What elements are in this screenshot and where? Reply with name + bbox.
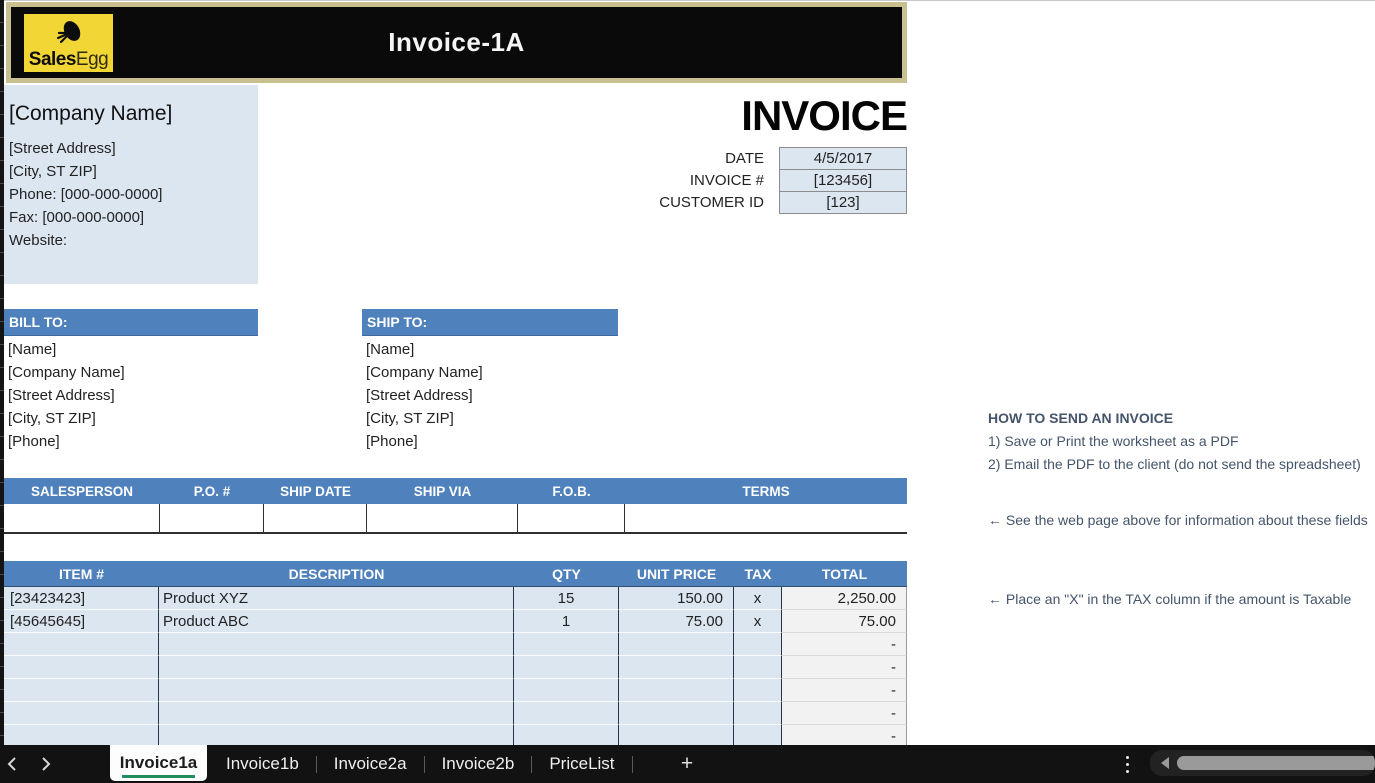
ship-via-header: SHIP VIA [413, 483, 472, 499]
ship-date-cell[interactable] [264, 504, 367, 532]
description-cell[interactable]: Product ABC [159, 610, 514, 633]
invoice-heading: INVOICE [741, 92, 907, 139]
total-cell: - [782, 702, 907, 725]
active-tab-label: Invoice1a [119, 753, 198, 772]
unit-price-header: UNIT PRICE [636, 565, 717, 582]
invoice-number-cell[interactable]: [123456] [779, 169, 907, 192]
date-value-cell[interactable]: 4/5/2017 [779, 147, 907, 170]
total-cell: 2,250.00 [782, 587, 907, 610]
sheet-nav [6, 745, 52, 783]
company-info-block[interactable] [4, 85, 258, 284]
description-header: DESCRIPTION [288, 565, 385, 582]
note-hint-fields: ← See the web page above for information about these fields [988, 512, 1368, 528]
active-tab-underline [122, 775, 195, 778]
note-step-1: 1) Save or Print the worksheet as a PDF [988, 433, 1239, 449]
ship-date-header: SHIP DATE [280, 483, 351, 499]
tax-cell[interactable]: x [734, 610, 782, 633]
fob-header: F.O.B. [552, 483, 591, 499]
note-step-2: 2) Email the PDF to the client (do not send the spreadsheet) [988, 456, 1361, 472]
items-header-row [4, 561, 907, 587]
ship-to-header: SHIP TO: [362, 309, 618, 336]
line-items-table [4, 561, 907, 748]
po-number-cell[interactable] [160, 504, 264, 532]
item-row-empty[interactable] [4, 702, 907, 725]
inactive-sheet-tabs [209, 745, 633, 783]
qty-cell[interactable]: 15 [514, 587, 619, 610]
fob-cell[interactable] [518, 504, 625, 532]
total-cell: - [782, 725, 907, 748]
ship-to-street[interactable]: [Street Address] [366, 387, 473, 404]
ship-to-company[interactable]: [Company Name] [366, 364, 483, 381]
sheet-tab-bar [0, 745, 1375, 783]
ship-to-phone[interactable]: [Phone] [366, 433, 418, 450]
company-city[interactable]: [City, ST ZIP] [9, 163, 97, 180]
bill-to-city[interactable]: [City, ST ZIP] [8, 410, 96, 427]
item-row-empty[interactable] [4, 633, 907, 656]
description-cell[interactable]: Product XYZ [159, 587, 514, 610]
po-number-header: P.O. # [193, 483, 231, 499]
note-title: HOW TO SEND AN INVOICE [988, 410, 1174, 426]
unit-price-cell[interactable]: 150.00 [619, 587, 734, 610]
bill-to-header: BILL TO: [4, 309, 258, 336]
kebab-menu-icon[interactable] [1120, 745, 1134, 783]
worksheet-banner [6, 2, 907, 83]
item-row-2[interactable] [4, 610, 907, 633]
total-cell: - [782, 679, 907, 702]
order-info-input-row[interactable] [4, 504, 907, 534]
scroll-left-icon[interactable] [1161, 757, 1169, 769]
ship-to-lines[interactable] [366, 338, 620, 453]
ship-to-name[interactable]: [Name] [366, 341, 415, 358]
order-info-header-row [4, 478, 907, 504]
tab-separator [632, 756, 633, 773]
scrollbar-thumb[interactable] [1177, 756, 1375, 770]
meta-row-customer-id [560, 191, 907, 214]
ship-via-cell[interactable] [367, 504, 518, 532]
date-label: DATE [725, 150, 764, 167]
item-number-header: ITEM # [58, 565, 105, 582]
sheet-tab-invoice2b[interactable]: Invoice2b [441, 754, 515, 773]
item-row-empty[interactable] [4, 656, 907, 679]
terms-cell[interactable] [625, 504, 907, 532]
ship-to-city[interactable]: [City, ST ZIP] [366, 410, 454, 427]
prev-sheet-icon[interactable] [6, 756, 18, 772]
total-cell: 75.00 [782, 610, 907, 633]
company-phone[interactable]: Phone: [000-000-0000] [9, 186, 163, 203]
item-number-cell[interactable]: [23423423] [4, 587, 159, 610]
tax-header: TAX [744, 565, 772, 582]
company-name[interactable]: [Company Name] [9, 102, 173, 125]
total-cell: - [782, 656, 907, 679]
company-website[interactable]: Website: [9, 232, 68, 249]
item-row-1[interactable] [4, 587, 907, 610]
note-hint-tax: ← Place an "X" in the TAX column if the amount is Taxable [988, 591, 1352, 607]
customer-id-cell[interactable]: [123] [779, 191, 907, 214]
bill-to-name[interactable]: [Name] [8, 341, 57, 358]
customer-id-label: CUSTOMER ID [659, 194, 764, 211]
tax-cell[interactable]: x [734, 587, 782, 610]
banner-black-panel [11, 7, 902, 78]
bill-to-street[interactable]: [Street Address] [8, 387, 115, 404]
total-header: TOTAL [821, 565, 868, 582]
order-info-table [4, 478, 907, 534]
sheet-tab-invoice1b[interactable]: Invoice1b [226, 754, 299, 773]
meta-row-date [560, 147, 907, 170]
horizontal-scrollbar[interactable] [1150, 750, 1375, 776]
terms-header: TERMS [742, 483, 790, 499]
window-top-border [0, 0, 1375, 1]
invoice-meta [560, 147, 907, 214]
salesperson-header: SALESPERSON [30, 483, 134, 499]
sheet-tab-invoice1a[interactable] [110, 745, 207, 781]
item-number-cell[interactable]: [45645645] [4, 610, 159, 633]
company-street[interactable]: [Street Address] [9, 140, 116, 157]
logo-wordmark: SalesEgg [28, 49, 109, 70]
sheet-tab-invoice2a[interactable]: Invoice2a [333, 754, 407, 773]
meta-row-invoice-number [560, 169, 907, 192]
invoice-number-label: INVOICE # [689, 172, 764, 189]
add-sheet-button[interactable]: + [680, 752, 694, 775]
unit-price-cell[interactable]: 75.00 [619, 610, 734, 633]
total-cell: - [782, 633, 907, 656]
next-sheet-icon[interactable] [40, 756, 52, 772]
qty-cell[interactable]: 1 [514, 610, 619, 633]
item-row-empty[interactable] [4, 679, 907, 702]
sheet-banner-title: Invoice-1A [388, 27, 525, 57]
bill-to-lines[interactable] [8, 338, 262, 453]
bill-to-company[interactable]: [Company Name] [8, 364, 125, 381]
qty-header: QTY [552, 565, 581, 582]
salesperson-cell[interactable] [4, 504, 160, 532]
company-fax[interactable]: Fax: [000-000-0000] [9, 209, 145, 226]
bill-to-phone[interactable]: [Phone] [8, 433, 60, 450]
sheet-tab-pricelist[interactable]: PriceList [549, 754, 615, 773]
